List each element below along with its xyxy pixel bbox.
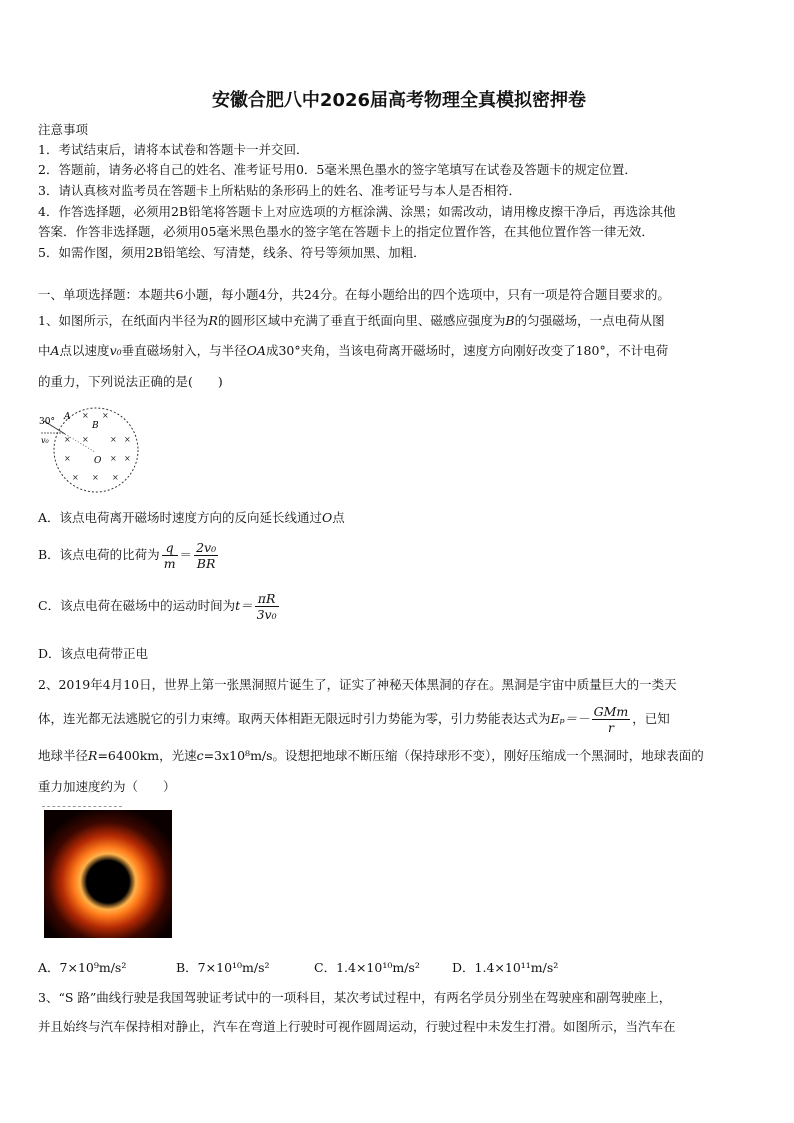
q2-text-line4: 重力加速度约为（ ）	[38, 779, 176, 794]
field-cross: ×	[92, 473, 99, 482]
symbol-O: O	[322, 510, 333, 525]
option-text: A．该点电荷离开磁场时速度方向的反向延长线通过	[38, 510, 323, 525]
q3-text-line1: 3、“S 路”曲线行驶是我国驾驶证考试中的一项科目，某次考试过程中，有两名学员分别坐在驾驶座和副驾驶座上，	[38, 990, 672, 1005]
q1-text: 中	[38, 343, 51, 358]
fraction-denominator: r	[607, 720, 614, 735]
notice-item: 答案．作答非选择题，必须用05毫米黑色墨水的签字笔在答题卡上的指定位置作答，在其他位置作答一律无效．	[38, 224, 654, 239]
fraction-GMm-over-r	[592, 704, 631, 735]
q2-text-line3	[38, 748, 704, 764]
q1-option-a[interactable]	[38, 510, 345, 526]
symbol-t: t＝	[235, 598, 253, 613]
q2-text: ，已知	[632, 711, 670, 726]
q1-text: 1、如图所示，在纸面内半径为	[38, 313, 209, 328]
q2-text: =6400km，光速	[97, 748, 197, 763]
notice-item: 5．如需作图，须用2B铅笔绘、写清楚，线条、符号等须加黑、加粗．	[38, 245, 426, 260]
q1-text-line2	[38, 343, 668, 359]
q2-option-c[interactable]: C．1.4×10¹⁰m/s²	[314, 960, 420, 975]
field-cross: ×	[72, 473, 79, 482]
symbol-c: c	[196, 748, 204, 763]
q1-option-d[interactable]: D．该点电荷带正电	[38, 646, 149, 661]
q2-text-line1: 2、2019年4月10日，世界上第一张黑洞照片诞生了，证实了神秘天体黑洞的存在。黑洞是宇宙中质量巨大的一类天	[38, 677, 677, 692]
q1-text: 成30°夹角，当该电荷离开磁场时，速度方向刚好改变了180°，不计电荷	[265, 343, 669, 358]
fraction-denominator: BR	[196, 556, 216, 571]
field-cross: ×	[64, 435, 71, 444]
notice-heading: 注意事项	[38, 122, 89, 137]
fraction-2v0-over-BR	[194, 540, 218, 571]
fraction-numerator: GMm	[593, 704, 629, 719]
option-text: B．该点电荷的比荷为	[38, 547, 160, 562]
q1-text-line3: 的重力，下列说法正确的是( )	[38, 374, 223, 389]
notice-item: 2．答题前，请务必将自己的姓名、准考证号用0．5毫米黑色墨水的签字笔填写在试卷及答题卡的规定位置．	[38, 162, 637, 177]
symbol-B: B	[505, 313, 515, 328]
option-text: C．该点电荷在磁场中的运动时间为	[38, 598, 236, 613]
fraction-numerator: πR	[255, 591, 279, 607]
q1-text: 的圆形区域中充满了垂直于纸面向里、磁感应强度为	[217, 313, 506, 328]
symbol-Ep: Eₚ＝－	[550, 711, 590, 726]
q1-magnetic-field-diagram	[38, 404, 148, 496]
fraction-q-over-m	[162, 540, 178, 571]
fraction-denominator: m	[163, 556, 176, 571]
q1-text: 点以速度	[59, 343, 110, 358]
q2-text: 体，连光都无法逃脱它的引力束缚。取两天体相距无限远时引力势能为零，引力势能表达式为	[38, 711, 551, 726]
symbol-R: R	[208, 313, 218, 328]
notice-item: 4．作答选择题，必须用2B铅笔将答题卡上对应选项的方框涂满、涂黑；如需改动，请用橡皮擦干净后，再选涂其他	[38, 204, 676, 219]
q3-text-line2: 并且始终与汽车保持相对静止，汽车在弯道上行驶时可视作圆周运动，行驶过程中未发生打滑。如图所示，当汽车在	[38, 1019, 676, 1034]
section-heading: 一、单项选择题：本题共6小题，每小题4分，共24分。在每小题给出的四个选项中，只有一项是符合题目要求的。	[38, 287, 670, 302]
field-cross: ×	[64, 454, 71, 463]
q1-text-line1	[38, 313, 665, 329]
symbol-R: R	[88, 748, 98, 763]
field-cross: ×	[124, 435, 131, 444]
black-hole-photo	[44, 810, 172, 938]
q1-text: 的匀强磁场，一点电荷从图	[514, 313, 665, 328]
B-label: B	[92, 421, 99, 431]
symbol-v0: v₀	[109, 343, 122, 358]
point-A-label: A	[64, 412, 71, 422]
fraction-piR-over-3v0	[255, 591, 279, 622]
field-cross: ×	[102, 411, 109, 420]
angle-label: 30°	[39, 417, 55, 427]
field-cross: ×	[82, 411, 89, 420]
q2-text: =3x10⁸m/s。设想把地球不断压缩（保持球形不变），刚好压缩成一个黑洞时，地球表面的	[203, 748, 704, 763]
q2-text: 地球半径	[38, 748, 89, 763]
field-cross: ×	[124, 454, 131, 463]
q2-option-b[interactable]: B．7×10¹⁰m/s²	[176, 960, 270, 975]
fraction-numerator: 2v₀	[196, 540, 217, 555]
fraction-numerator: q	[162, 540, 178, 556]
field-cross: ×	[82, 435, 89, 444]
v0-label: v₀	[41, 436, 49, 445]
q2-option-a[interactable]: A．7×10⁹m/s²	[38, 960, 127, 975]
q1-option-c[interactable]	[38, 589, 281, 623]
field-cross: ×	[112, 473, 119, 482]
notice-item: 3．请认真核对监考员在答题卡上所粘贴的条形码上的姓名、准考证号与本人是否相符．	[38, 183, 521, 198]
field-cross: ×	[110, 435, 117, 444]
q2-option-d[interactable]: D．1.4×10¹¹m/s²	[452, 960, 559, 975]
notice-item: 1．考试结束后，请将本试卷和答题卡一并交回．	[38, 142, 309, 157]
page-title: 安徽合肥八中2026届高考物理全真模拟密押卷	[211, 90, 587, 111]
fraction-denominator: 3v₀	[256, 607, 277, 622]
center-O-label: O	[94, 456, 102, 466]
symbol-A: A	[50, 343, 60, 358]
symbol-OA: OA	[246, 343, 266, 358]
equals-sign: ＝	[179, 547, 193, 562]
q1-text: 垂直磁场射入，与半径	[121, 343, 247, 358]
image-border-dashes	[42, 806, 122, 807]
q1-option-b[interactable]	[38, 538, 220, 572]
option-text: 点	[332, 510, 345, 525]
field-cross: ×	[110, 454, 117, 463]
q2-text-line2	[38, 702, 670, 736]
